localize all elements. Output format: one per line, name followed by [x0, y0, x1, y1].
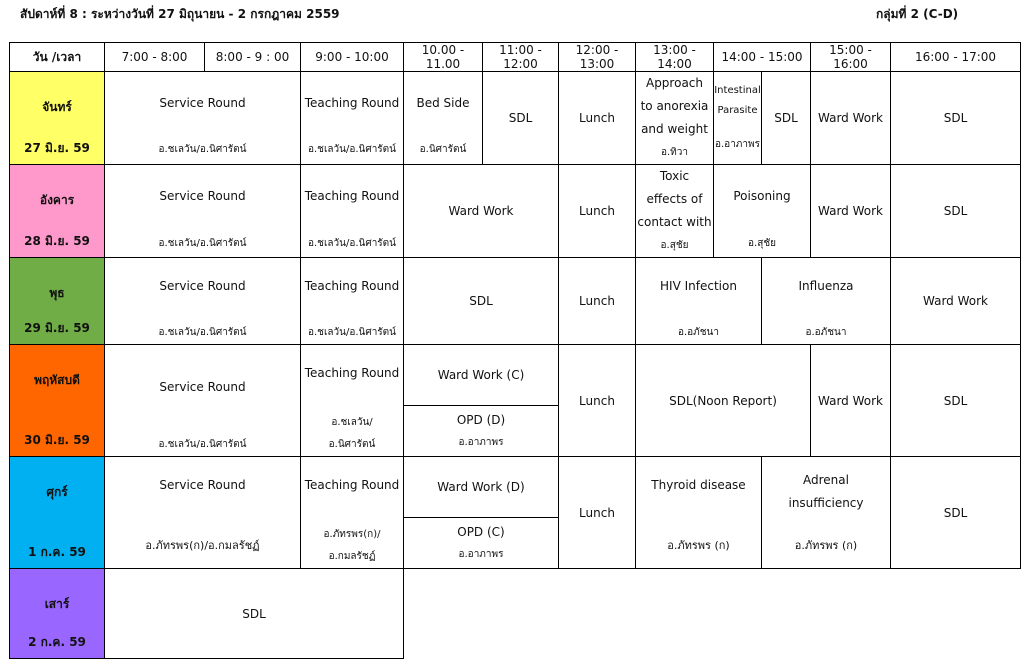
activity: HIV Infection	[660, 279, 737, 293]
lunch-cell: Lunch	[559, 258, 636, 345]
line: Approach	[645, 76, 703, 90]
activity: Service Round	[159, 279, 246, 293]
activity: Bed Side	[416, 96, 470, 110]
day-name: พุธ	[49, 286, 65, 300]
group-header: กลุ่มที่ 2 (C-D)	[876, 7, 959, 21]
lecturer: อ.ชเลวัน/อ.นิศารัตน์	[158, 439, 247, 450]
teaching-round	[301, 345, 404, 457]
line: Adrenal	[803, 473, 849, 487]
day-friday	[10, 457, 105, 569]
line: insufficiency	[788, 496, 864, 510]
line: Toxic	[659, 169, 690, 183]
ward-work: Ward Work	[811, 165, 891, 258]
sdl-cell: SDL	[891, 165, 1021, 258]
row-friday	[10, 457, 1021, 569]
lecturer: อ.ชเลวัน/อ.นิศารัตน์	[158, 327, 247, 338]
activity: Teaching Round	[304, 279, 400, 293]
col-14-15: 14:00 - 15:00	[714, 43, 811, 72]
bed-side	[404, 72, 483, 165]
lecturer: อ.ภัทรพร (ก)	[794, 539, 858, 552]
line: Parasite	[717, 105, 758, 116]
activity: Teaching Round	[304, 366, 400, 380]
activity: Teaching Round	[304, 96, 400, 110]
service-round	[105, 258, 301, 345]
thyroid-lecture	[636, 457, 762, 569]
row-wednesday	[10, 258, 1021, 345]
lecturer: อ.ภัทรพร(ก)/อ.กมลรัชฏ์	[145, 539, 260, 552]
lecturer: อ.สุชัย	[660, 240, 689, 251]
activity: Thyroid disease	[651, 478, 746, 492]
lecturer: อ.อภัชนา	[677, 327, 720, 338]
lecturer: อ.ชเลวัน/อ.นิศารัตน์	[158, 237, 247, 249]
col-12-13: 12:00 - 13:00	[559, 43, 636, 72]
line: to anorexia	[640, 99, 709, 113]
activity: Service Round	[159, 380, 246, 394]
col-11-12: 11:00 - 12:00	[483, 43, 559, 72]
toxic-lecture	[636, 165, 714, 258]
lecturer: อ.นิศารัตน์	[419, 144, 467, 155]
activity: Influenza	[798, 279, 854, 293]
hiv-lecture	[636, 258, 762, 345]
col-15-16: 15:00 - 16:00	[811, 43, 891, 72]
sdl-cell: SDL	[105, 569, 404, 659]
teaching-round	[301, 72, 404, 165]
noon-report: SDL(Noon Report)	[636, 345, 811, 457]
day-name: พฤหัสบดี	[34, 373, 80, 387]
lecturer: อ.อาภาพร	[458, 548, 504, 560]
sdl-cell: SDL	[762, 72, 811, 165]
activity: Service Round	[159, 96, 246, 110]
lecturer: อ.นิศารัตน์	[328, 439, 376, 450]
adrenal-lecture	[762, 457, 891, 569]
parasite-lecture	[714, 72, 762, 165]
day-date: 1 ก.ค. 59	[28, 545, 86, 559]
col-8-9: 8:00 - 9 : 00	[205, 43, 301, 72]
day-wednesday	[10, 258, 105, 345]
line: effects of	[646, 192, 703, 206]
day-name: อังคาร	[39, 193, 75, 207]
lunch-cell: Lunch	[559, 72, 636, 165]
col-10-11: 10.00 - 11.00	[404, 43, 483, 72]
lecturer: อ.ทิวา	[660, 147, 688, 158]
lecturer: อ.ชเลวัน/อ.นิศารัตน์	[307, 327, 397, 338]
opd-c	[404, 518, 558, 569]
line: and weight	[641, 122, 708, 136]
day-name: ศุกร์	[46, 485, 68, 499]
lunch-cell: Lunch	[559, 457, 636, 569]
row-saturday	[10, 569, 1021, 659]
lecturer: อ.ชเลวัน/อ.นิศารัตน์	[158, 144, 247, 155]
teaching-round	[301, 165, 404, 258]
col-16-17: 16:00 - 17:00	[891, 43, 1021, 72]
day-date: 30 มิ.ย. 59	[24, 433, 90, 447]
line: Intestinal	[714, 85, 761, 96]
ward-work-d: Ward Work (D)	[404, 457, 558, 518]
ward-work: Ward Work	[891, 258, 1021, 345]
service-round	[105, 72, 301, 165]
day-date: 27 มิ.ย. 59	[24, 141, 90, 155]
lecturer: อ.ชเลวัน/อ.นิศารัตน์	[307, 237, 397, 249]
lunch-cell: Lunch	[559, 165, 636, 258]
ward-work-c: Ward Work (C)	[404, 345, 558, 406]
day-date: 2 ก.ค. 59	[28, 635, 86, 649]
anorexia-lecture	[636, 72, 714, 165]
day-monday	[10, 72, 105, 165]
ward-opd-split	[404, 457, 559, 569]
line: contact with	[637, 215, 712, 229]
service-round	[105, 457, 301, 569]
week-header: สัปดาห์ที่ 8 : ระหว่างวันที่ 27 มิถุนายน - 2 กรกฎาคม 2559	[20, 7, 340, 21]
day-name: จันทร์	[42, 100, 72, 114]
lecturer: อ.อภัชนา	[805, 327, 847, 338]
teaching-round	[301, 457, 404, 569]
service-round	[105, 165, 301, 258]
col-13-14: 13:00 - 14:00	[636, 43, 714, 72]
lecturer: อ.ภัทรพร (ก)	[667, 539, 730, 552]
sdl-cell: SDL	[891, 345, 1021, 457]
col-7-8: 7:00 - 8:00	[105, 43, 205, 72]
lecturer: อ.สุชัย	[748, 237, 776, 249]
col-9-10: 9:00 - 10:00	[301, 43, 404, 72]
poisoning-lecture	[714, 165, 811, 258]
row-thursday	[10, 345, 1021, 457]
ward-work: Ward Work	[404, 165, 559, 258]
lecturer: อ.ภัทรพร(ก)/	[323, 529, 381, 540]
day-date: 29 มิ.ย. 59	[24, 321, 90, 335]
lecturer: อ.อาภาพร	[715, 139, 760, 150]
ward-work: Ward Work	[811, 345, 891, 457]
empty-cell	[404, 569, 1021, 659]
day-thursday	[10, 345, 105, 457]
sdl-cell: SDL	[891, 72, 1021, 165]
influenza-lecture	[762, 258, 891, 345]
service-round	[105, 345, 301, 457]
day-name: เสาร์	[44, 597, 70, 611]
row-monday	[10, 72, 1021, 165]
day-date: 28 มิ.ย. 59	[24, 234, 90, 248]
lecturer: อ.กมลรัชฏ์	[328, 551, 376, 562]
day-saturday	[10, 569, 105, 659]
activity: Service Round	[159, 188, 246, 203]
lecturer: อ.ชเลวัน/	[331, 417, 373, 428]
opd-d	[404, 406, 558, 457]
lecturer: อ.ชเลวัน/อ.นิศารัตน์	[307, 144, 397, 155]
sdl-cell: SDL	[483, 72, 559, 165]
lunch-cell: Lunch	[559, 345, 636, 457]
day-tuesday	[10, 165, 105, 258]
activity: Teaching Round	[304, 478, 400, 492]
sdl-cell: SDL	[404, 258, 559, 345]
ward-work: Ward Work	[811, 72, 891, 165]
activity: Service Round	[159, 478, 246, 492]
activity: OPD (C)	[457, 524, 505, 539]
col-day-time: วัน /เวลา	[10, 43, 105, 72]
row-tuesday	[10, 165, 1021, 258]
schedule-table	[9, 42, 1021, 659]
header-row	[10, 43, 1021, 72]
activity: Teaching Round	[304, 188, 400, 203]
lecturer: อ.อาภาพร	[458, 436, 504, 448]
sdl-cell: SDL	[891, 457, 1021, 569]
ward-opd-split	[404, 345, 559, 457]
activity: Poisoning	[733, 188, 791, 203]
activity: OPD (D)	[456, 412, 506, 427]
teaching-round	[301, 258, 404, 345]
